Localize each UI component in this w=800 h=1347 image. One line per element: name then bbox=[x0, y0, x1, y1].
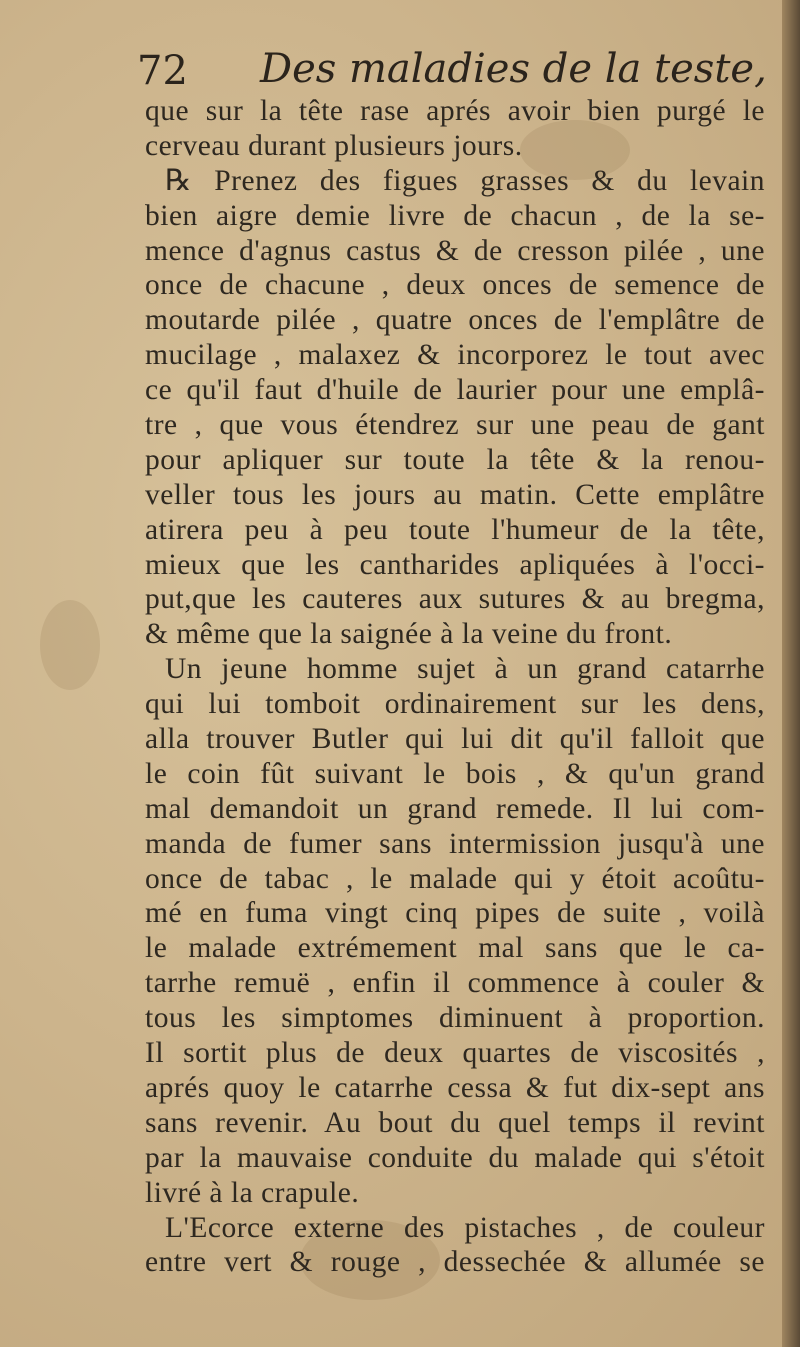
text-line: Un jeune homme sujet à un grand catarrhe bbox=[165, 653, 765, 686]
page-gutter bbox=[782, 0, 800, 1347]
text-line: ℞ Prenez des figues grasses & du levain bbox=[165, 164, 765, 197]
text-line: pour apliquer sur toute la tête & la renou- bbox=[145, 443, 765, 476]
text-line: alla trouver Butler qui lui dit qu'il falloit que bbox=[145, 723, 765, 756]
text-line: veller tous les jours au matin. Cette emplâtre bbox=[145, 478, 765, 511]
text-line: & même que la saignée à la veine du front. bbox=[145, 618, 673, 651]
page-number: 72 bbox=[137, 48, 188, 94]
text-line: mieux que les cantharides apliquées à l'occi- bbox=[145, 548, 765, 581]
text-line: le malade extrémement mal sans que le ca- bbox=[145, 932, 765, 965]
text-line: bien aigre demie livre de chacun , de la se- bbox=[145, 199, 765, 232]
text-line: tarrhe remuë , enfin il commence à couler & bbox=[145, 967, 765, 1000]
text-line: Il sortit plus de deux quartes de viscosités , bbox=[145, 1037, 765, 1070]
text-line: aprés quoy le catarrhe cessa & fut dix-sept ans bbox=[145, 1071, 765, 1104]
text-line: mence d'agnus castus & de cresson pilée , une bbox=[145, 234, 765, 267]
text-line: mé en fuma vingt cinq pipes de suite , voilà bbox=[145, 897, 765, 930]
text-line: put,que les cauteres aux sutures & au bregma, bbox=[145, 583, 765, 616]
text-line: entre vert & rouge , dessechée & allumée se bbox=[145, 1246, 765, 1279]
page-header bbox=[137, 44, 777, 98]
text-line: moutarde pilée , quatre onces de l'emplâtre de bbox=[145, 304, 765, 337]
text-line: once de chacune , deux onces de semence de bbox=[145, 269, 765, 302]
text-line: tous les simptomes diminuent à proportion. bbox=[145, 1002, 765, 1035]
text-line: mal demandoit un grand remede. Il lui com- bbox=[145, 792, 765, 825]
text-line: cerveau durant plusieurs jours. bbox=[145, 129, 523, 162]
text-line: qui lui tomboit ordinairement sur les dens, bbox=[145, 688, 765, 721]
text-line: mucilage , malaxez & incorporez le tout avec bbox=[145, 339, 765, 372]
text-line: manda de fumer sans intermission jusqu'à une bbox=[145, 827, 765, 860]
paper-stain bbox=[40, 600, 100, 690]
text-line: par la mauvaise conduite du malade qui s'étoit bbox=[145, 1141, 765, 1174]
text-line: sans revenir. Au bout du quel temps il revint bbox=[145, 1106, 765, 1139]
running-title: Des maladies de la teste, bbox=[260, 46, 767, 92]
text-line: once de tabac , le malade qui y étoit acoûtu- bbox=[145, 862, 765, 895]
text-line: que sur la tête rase aprés avoir bien purgé le bbox=[145, 95, 765, 127]
text-line: tre , que vous étendrez sur une peau de gant bbox=[145, 409, 765, 442]
body-text bbox=[145, 94, 765, 1280]
text-line: le coin fût suivant le bois , & qu'un grand bbox=[145, 757, 765, 790]
text-line: ce qu'il faut d'huile de laurier pour une emplâ- bbox=[145, 374, 765, 407]
text-line: livré à la crapule. bbox=[145, 1176, 360, 1209]
text-line: L'Ecorce externe des pistaches , de couleur bbox=[165, 1211, 765, 1244]
text-line: atirera peu à peu toute l'humeur de la tête, bbox=[145, 513, 765, 546]
